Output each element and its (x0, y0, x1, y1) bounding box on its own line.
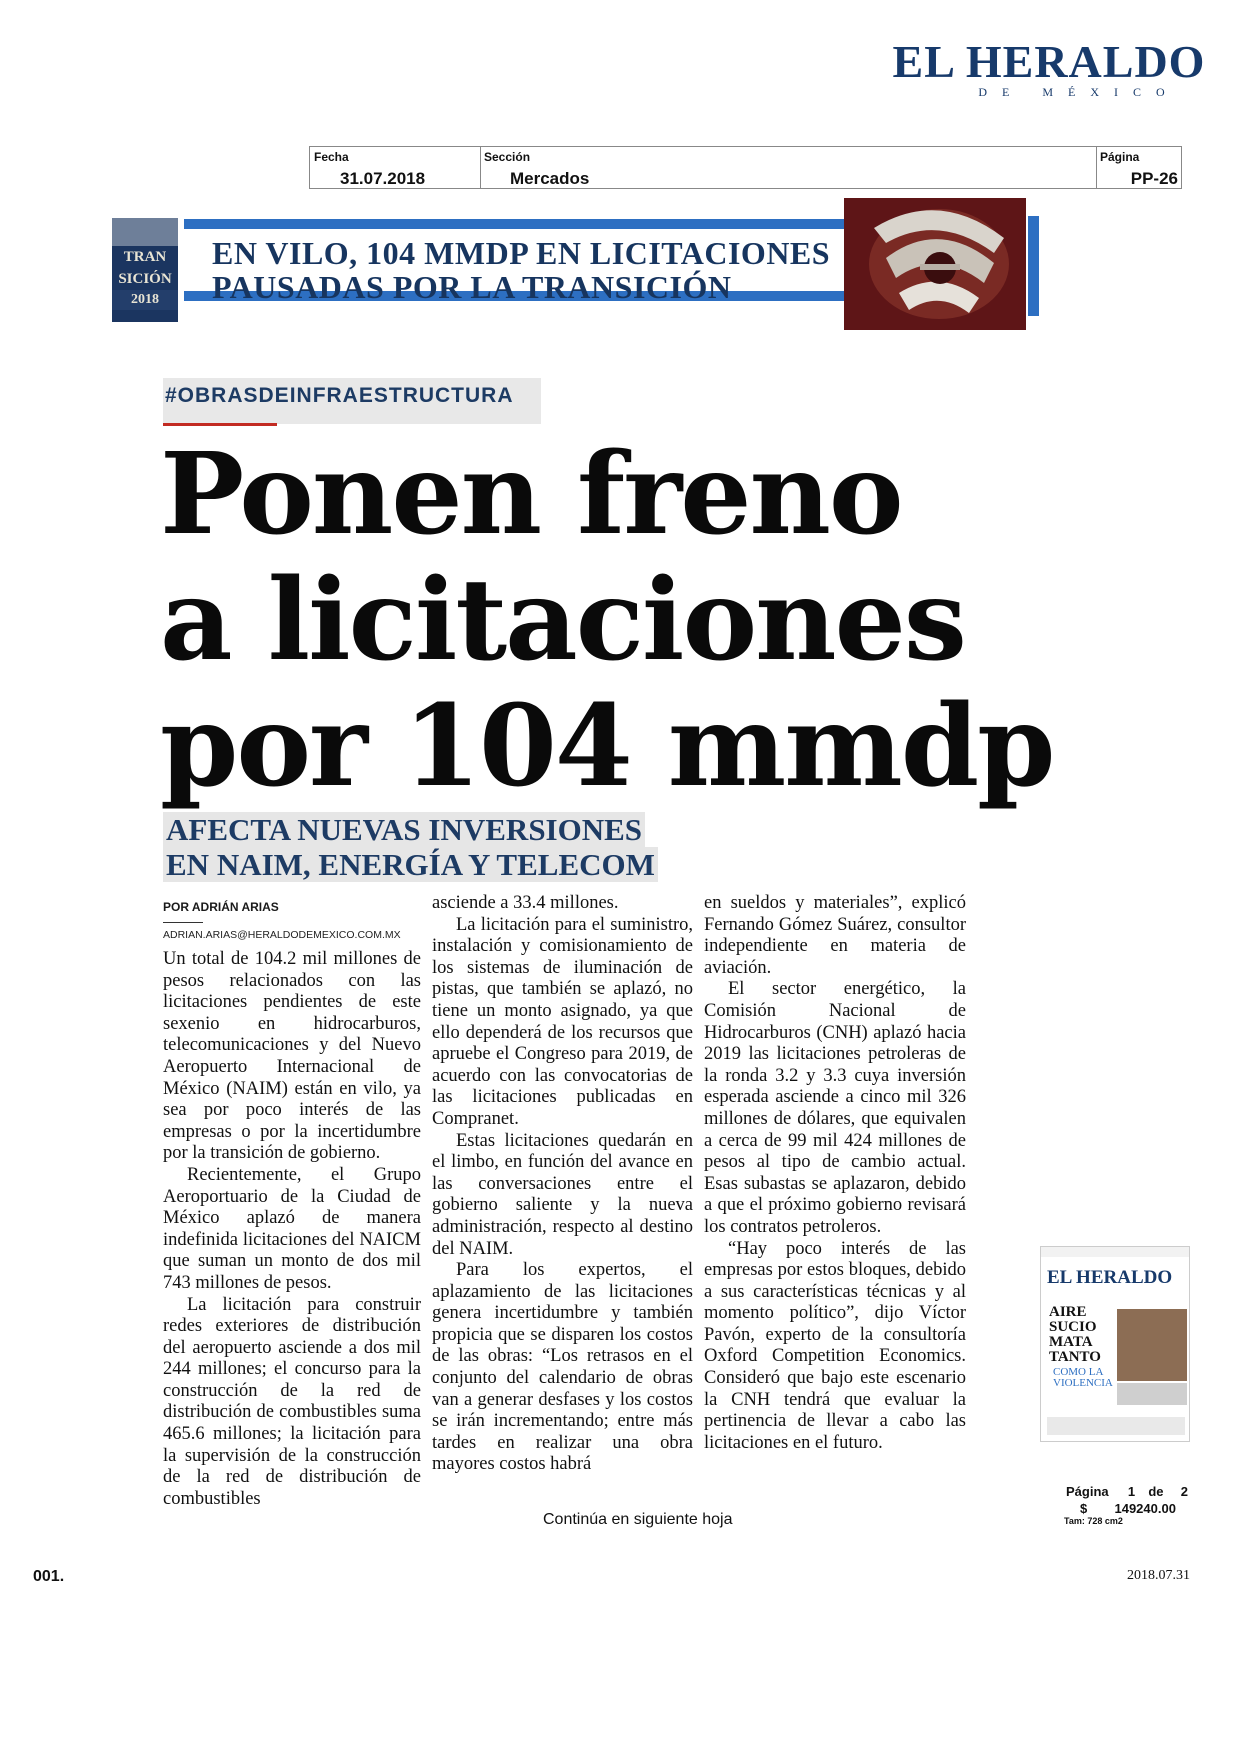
seccion-label: Sección (484, 150, 531, 164)
continue-note: Continúa en siguiente hoja (543, 1511, 733, 1528)
section-hashtag: #OBRASDEINFRAESTRUCTURA (163, 378, 541, 424)
front-page-thumbnail (1040, 1246, 1190, 1442)
article-column-2 (432, 893, 693, 1476)
article-subhead (163, 812, 683, 882)
fecha-value: 31.07.2018 (340, 169, 426, 188)
seccion-cell (480, 147, 1097, 188)
thumbnail-photo (1117, 1309, 1187, 1381)
badge-line2: SICIÓN (118, 271, 172, 287)
page-amount (1066, 1501, 1176, 1516)
amount-value: 149240.00 (1114, 1501, 1176, 1516)
clipping-size: Tam: 728 cm2 (1064, 1516, 1123, 1526)
logo-main: EL HERALDO (892, 36, 1206, 87)
paragraph: Para los expertos, el aplazamiento de las licitaciones genera incertidumbre y también propicia que se disparen los costos de las obras: “Los retrasos en el conjunto del calendario de obras van a generar desfases y los costos se irán incrementando; entre más tardes en realizar una obra mayores costos habrá (432, 1260, 693, 1475)
banner-right-stripe (1028, 216, 1039, 316)
banner-headline-line2: PAUSADAS POR LA TRANSICIÓN (212, 269, 732, 305)
article-column-1 (163, 949, 421, 1510)
page-count (1066, 1484, 1188, 1499)
pagina-label: Página (1100, 150, 1140, 164)
paragraph: El sector energético, la Comisión Nacional de Hidrocarburos (CNH) aplazó hacia 2019 las licitaciones petroleras de la ronda 3.2 y 3.3 cuya inversión esperada asciende a cinco mil 326 millones de dólares, que equivalen a cerca de 99 mil 424 millones de pesos al tipo de cambio actual. Esas subastas se aplazaron, debido a que el próximo gobierno revisará los contratos petroleros. (704, 979, 966, 1237)
clipping-number: 001. (33, 1568, 65, 1585)
banner-headline-line1: EN VILO, 104 MMDP EN LICITACIONES (212, 235, 831, 271)
clipping-meta-table (309, 146, 1182, 189)
page-de: de (1148, 1484, 1164, 1499)
paragraph: Recientemente, el Grupo Aeroportuario de la Ciudad de México aplazó de manera indefinida licitaciones del NAICM que suman un monto de dos mil 743 millones de pesos. (163, 1164, 421, 1293)
page-current: 1 (1127, 1484, 1136, 1499)
seccion-value: Mercados (510, 169, 590, 188)
handshake-icon (112, 218, 178, 246)
thumbnail-bottom-band (1047, 1417, 1185, 1435)
paragraph: La licitación para construir redes exteriores de distribución del aeropuerto asciende a dos mil 244 millones; el concurso para la construcción de la red de distribución de combustibles suma 465.6 millones; la licitación para la supervisión de la construcción de la red de distribución de combustibles (163, 1294, 421, 1509)
transicion-badge (112, 218, 178, 322)
thumbnail-photo-secondary (1117, 1383, 1187, 1405)
transition-banner (108, 196, 1043, 330)
byline-rule (163, 922, 203, 923)
author-email: ADRIAN.ARIAS@HERALDODEMEXICO.COM.MX (163, 929, 401, 941)
paragraph: “Hay poco interés de las empresas por estos bloques, debido a sus características técnicas y al momento político”, dijo Víctor Pavón, experto de la consultoría Oxford Competition Economics. Consideró que bajo este escenario la CNH tendrá que evaluar la pertinencia de llevar a cabo las licitaciones en el futuro. (704, 1238, 966, 1453)
paragraph: La licitación para el suministro, instalación y comisionamiento de los sistemas de iluminación de pistas, que también se aplazó, no tiene un monto asignado, ya que ello dependerá de los recursos que apruebe el Congreso para 2019, de acuerdo con las convocatorias de las licitaciones publicadas en Compranet. (432, 914, 693, 1129)
title-line2: a licitaciones (160, 555, 965, 686)
banner-headline (212, 236, 832, 304)
page-count-label: Página (1066, 1484, 1109, 1499)
article-column-3 (704, 893, 966, 1454)
thumbnail-subheadline: COMO LA VIOLENCIA (1053, 1366, 1113, 1389)
page-total: 2 (1180, 1484, 1189, 1499)
clipping-date: 2018.07.31 (1127, 1568, 1190, 1583)
byline: POR ADRIÁN ARIAS (163, 900, 279, 914)
currency-symbol: $ (1080, 1501, 1088, 1516)
banner-photo (844, 198, 1026, 330)
pagina-value: PP-26 (1130, 169, 1178, 188)
subhead-line2: EN NAIM, ENERGÍA Y TELECOM (163, 847, 658, 882)
thumbnail-logo: EL HERALDO (1047, 1267, 1173, 1288)
thumbnail-headline: AIRE SUCIO MATA TANTO (1049, 1304, 1101, 1365)
hashtag-underline (163, 423, 277, 426)
logo-sub: DE MÉXICO (978, 85, 1180, 99)
pagina-cell (1096, 147, 1182, 188)
subhead-line1: AFECTA NUEVAS INVERSIONES (163, 812, 645, 847)
fecha-label: Fecha (314, 150, 349, 164)
badge-line1: TRAN (123, 249, 167, 265)
title-line1: Ponen freno (160, 429, 902, 560)
paragraph: Un total de 104.2 mil millones de pesos relacionados con las licitaciones pendientes de este sexenio en hidrocarburos, telecomunicaciones y del Nuevo Aeropuerto Internacional de México (NAIM) están en vilo, ya sea por poco interés de las empresas o por la incertidumbre por la transición de gobierno. (163, 949, 421, 1164)
paragraph: Estas licitaciones quedarán en el limbo, en función del avance en las conversaciones entre el gobierno saliente y la nueva administración, respecto al destino del NAIM. (432, 1130, 693, 1259)
article-title (160, 429, 1060, 812)
airport-model-image (844, 198, 1026, 330)
badge-year: 2018 (112, 290, 178, 310)
paragraph: asciende a 33.4 millones. (432, 893, 619, 913)
title-line3: por 104 mmdp (160, 681, 1054, 812)
paragraph: en sueldos y materiales”, explicó Fernando Gómez Suárez, consultor independiente en materia de aviación. (704, 893, 966, 978)
newspaper-logo (873, 38, 1225, 98)
fecha-cell (310, 147, 481, 188)
